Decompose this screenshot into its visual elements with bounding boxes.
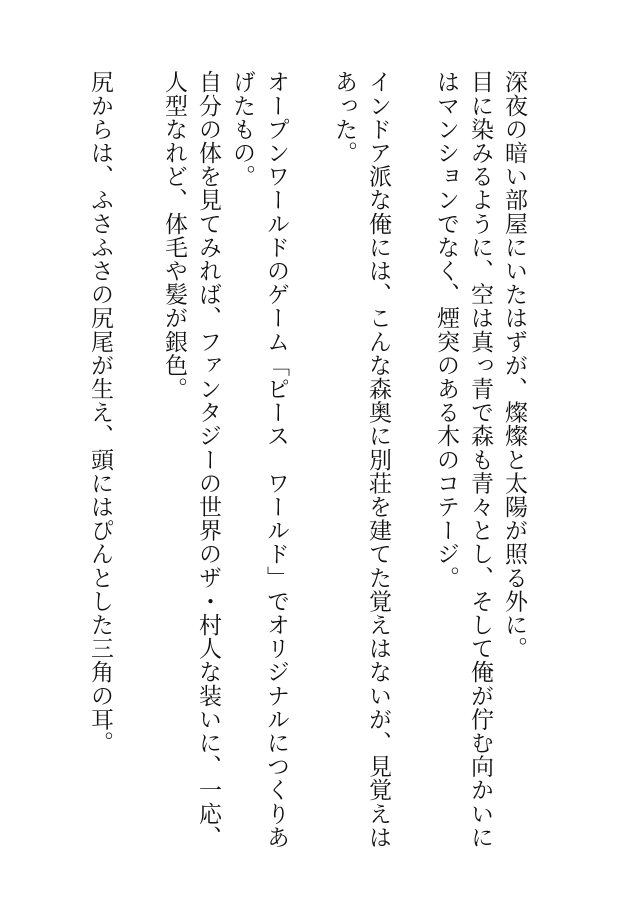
text-line-8: 自分の体を見てみれば、ファンタジーの世界のザ・村人な装いに、一応、	[195, 70, 221, 849]
text-line-2: 目に染みるように、空は真っ青で森も青々とし、そして俺が佇む向かいに	[467, 70, 493, 849]
text-line-4: インドア派な俺には、こんな森奥に別荘を建てた覚えはないが、見覚えは	[365, 70, 391, 849]
text-line-3: はマンションでなく、煙突のある木のコテージ。	[433, 70, 459, 590]
text-line-7: げたもの。	[229, 70, 255, 188]
text-line-1: 深夜の暗い部屋にいたはずが、燦燦と太陽が照る外に。	[501, 70, 527, 660]
text-line-6: オープンワールドのゲーム「ピース ワールド」でオリジナルにつくりあ	[263, 70, 289, 849]
text-line-9: 人型なれど、体毛や髪が銀色。	[161, 70, 187, 401]
text-line-10: 尻からは、ふさふさの尻尾が生え、頭にはぴんとした三角の耳。	[87, 70, 113, 755]
text-line-5: あった。	[331, 70, 357, 165]
